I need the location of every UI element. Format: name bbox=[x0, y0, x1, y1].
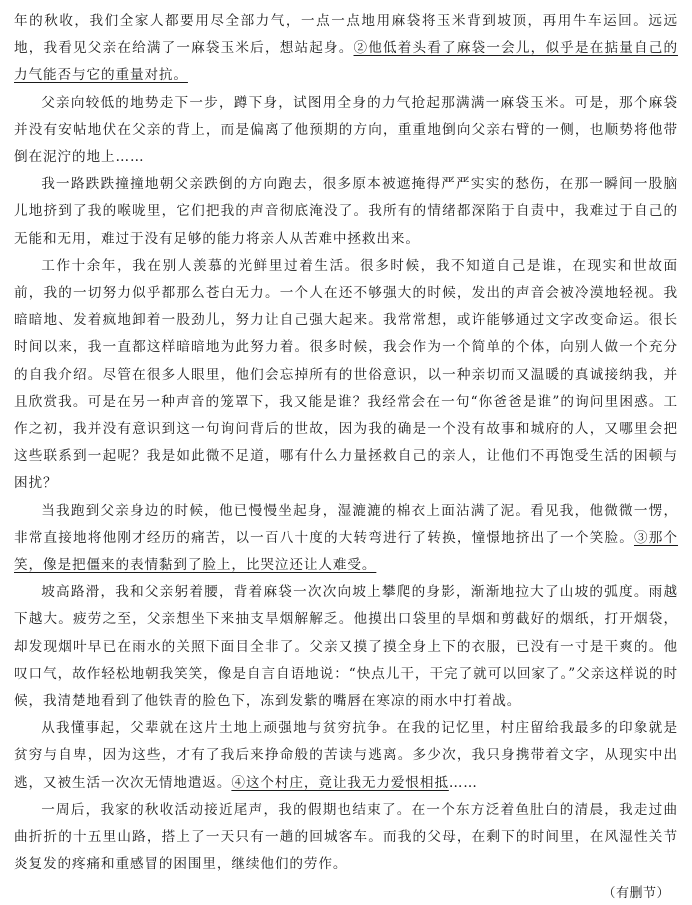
underlined-sentence: ②他低着头看了麻袋一会儿，似乎是在掂量自己的力气能否与它的重量对抗。 bbox=[14, 40, 678, 84]
abridged-note: （有删节） bbox=[602, 885, 670, 901]
text-segment: 从我懂事起，父辈就在这片土地上顽强地与贫穷抗争。在我的记忆里，村庄留给我最多的印象就是贫穷与自卑，因为这些，才有了我后来挣命般的苦读与逃离。多少次，我只身携带着文字，从现实中出逃，又被生活一次次无情地遣返。 bbox=[14, 720, 678, 791]
article-body bbox=[14, 8, 678, 879]
text-segment: 父亲向较低的地势走下一步，蹲下身，试图用全身的力气抢起那满满一麻袋玉米。可是，那个麻袋并没有安帖地伏在父亲的背上，而是偏离了他预期的方向，重重地倒向父亲右臂的一侧，也顺势将他带倒在泥泞的地上…… bbox=[14, 94, 678, 166]
paragraph bbox=[14, 171, 678, 253]
text-segment: 年的秋收，我们全家人都要用尽全部力气，一点一点地用麻袋将玉米背到坡顶，再用牛车运回。远远地，我看见父亲在给满了一麻袋玉米后，想站起身。 bbox=[14, 13, 678, 57]
text-segment: 当我跑到父亲身边的时候，他已慢慢坐起身，湿漉漉的棉衣上面沾满了泥。看见我，他微微一愣，非常直接地将他刚才经历的痛苦，以一百八十度的大转弯进行了转换，憧憬地挤出了一个笑脸。 bbox=[14, 502, 678, 546]
paragraph bbox=[14, 8, 678, 90]
paragraph bbox=[14, 715, 678, 797]
text-segment: …… bbox=[448, 774, 478, 791]
underlined-sentence: ③那个笑，像是把僵来的表情黏到了脸上，比哭泣还让人难受。 bbox=[14, 529, 679, 574]
underlined-sentence: ④这个村庄，竟让我无力爱恨相抵 bbox=[231, 774, 449, 791]
text-segment: 工作十余年，我在别人羡慕的光鲜里过着生活。很多时候，我不知道自己是谁，在现实和世故面前，我的一切努力似乎都那么苍白无力。一个人在还不够强大的时候，发出的声音会被冷漠地轻视。我暗暗地、发着疯地卸着一股劲儿，努力让自己强大起来。我常常想，或许能够通过文字改变命运。很长时间以来，我一直都这样暗暗地为此努力着。很多时候，我会作为一个简单的个体，向别人做一个充分的自我介绍。尽管在很多人眼里，他们会忘掉所有的世俗意识，以一种亲切而又温暖的真诚接纳我，并且欣赏我。可是在另一种声音的笼罩下，我又能是谁？我经常会在一句“你爸爸是谁”的询问里困惑。工作之初，我并没有意识到这一句询问背后的世故，因为我的确是一个没有故事和城府的人，又哪里会把这些联系到一起呢？我是如此微不足道，哪有什么力量拯救自己的亲人，让他们不再饱受生活的困顿与困扰？ bbox=[14, 257, 678, 492]
paragraph bbox=[14, 498, 678, 580]
text-segment: 一周后，我家的秋收活动接近尾声，我的假期也结束了。在一个东方泛着鱼肚白的清晨，我走过曲曲折折的十五里山路，搭上了一天只有一趟的回城客车。而我的父母，在剩下的时间里，在风湿性关节炎复发的疼痛和重感冒的困围里，继续他们的劳作。 bbox=[14, 801, 678, 873]
paragraph bbox=[14, 797, 678, 879]
text-segment: 我一路跌跌撞撞地朝父亲跌倒的方向跑去，很多原本被遮掩得严严实实的愁伤，在那一瞬间一股脑儿地挤到了我的喉咙里，它们把我的声音彻底淹没了。我所有的情绪都深陷于自责中，我难过于自己的无能和无用，难过于没有足够的能力将亲人从苦难中拯救出来。 bbox=[14, 176, 678, 247]
paragraph bbox=[14, 579, 678, 715]
text-segment: 坡高路滑，我和父亲躬着腰，背着麻袋一次次向坡上攀爬的身影，渐渐地拉大了山坡的弧度。雨越下越大。疲劳之至，父亲想坐下来抽支旱烟解解乏。他摸出口袋里的旱烟和剪截好的烟纸，打开烟袋，却发现烟叶早已在雨水的关照下面目全非了。父亲又摸了摸全身上下的衣服，已没有一寸是干爽的。他叹口气，故作轻松地朝我笑笑，像是自言自语地说：“快点儿干，干完了就可以回家了。”父亲这样说的时候，我清楚地看到了他铁青的脸色下，冻到发紫的嘴唇在寒凉的雨水中打着战。 bbox=[14, 584, 678, 710]
paragraph bbox=[14, 253, 678, 498]
paragraph bbox=[14, 90, 678, 172]
